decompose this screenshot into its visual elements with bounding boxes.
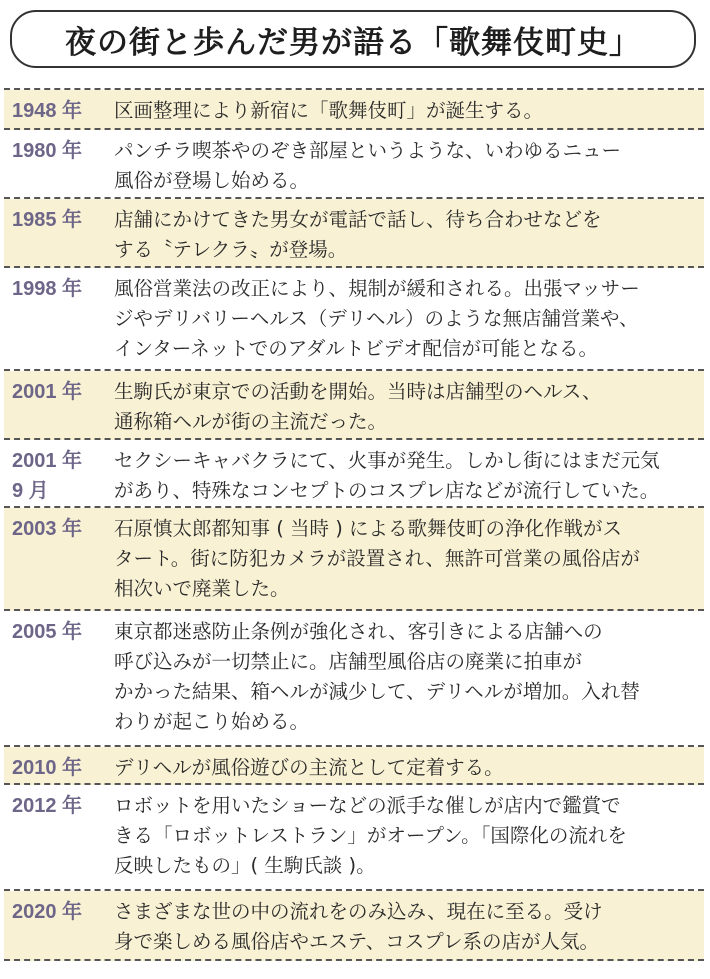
- timeline-description: 区画整理により新宿に「歌舞伎町」が誕生する。: [114, 99, 544, 122]
- timeline-row: [4, 508, 704, 611]
- timeline-row: [4, 891, 704, 961]
- timeline-description: デリヘルが風俗遊びの主流として定着する。: [114, 756, 504, 779]
- timeline-year: 2020 年: [12, 901, 83, 923]
- timeline-description: 東京都迷惑防止条例が強化され、客引きによる店舗への 呼び込みが一切禁止に。店舗型風俗店の廃業に拍車が かかった結果、箱ヘルが減少して、デリヘルが増加。入れ替 わりが起こり始める。: [114, 620, 640, 733]
- timeline-row: [4, 440, 704, 508]
- page-title: 夜の街と歩んだ男が語る「歌舞伎町史」: [65, 24, 641, 61]
- timeline-row: [4, 371, 704, 440]
- timeline-row: [4, 130, 704, 199]
- timeline-row: [4, 785, 704, 891]
- timeline-row: [4, 90, 704, 130]
- timeline-year: 1948 年: [12, 100, 83, 122]
- timeline-row: [4, 747, 704, 785]
- timeline-year: 2005 年: [12, 621, 83, 643]
- timeline-description: セクシーキャバクラにて、火事が発生。しかし街にはまだ元気 があり、特殊なコンセプトのコスプレ店などが流行していた。: [114, 449, 660, 502]
- timeline-year: 2001 年 9 月: [12, 450, 83, 502]
- title-banner: [10, 10, 696, 68]
- timeline-year: 2003 年: [12, 518, 83, 540]
- timeline-year: 1985 年: [12, 209, 83, 231]
- timeline-year: 1980 年: [12, 140, 83, 162]
- timeline-year: 2010 年: [12, 757, 83, 779]
- timeline-year: 2012 年: [12, 795, 83, 817]
- timeline-table: [4, 88, 704, 961]
- timeline-row: [4, 268, 704, 371]
- timeline-year: 1998 年: [12, 278, 83, 300]
- timeline-year: 2001 年: [12, 381, 83, 403]
- timeline-description: 風俗営業法の改正により、規制が緩和される。出張マッサー ジやデリバリーヘルス（デリヘル）のような無店舗営業や、 インターネットでのアダルトビデオ配信が可能となる。: [114, 277, 640, 360]
- timeline-description: 店舗にかけてきた男女が電話で話し、待ち合わせなどを する〝テレクラ〟が登場。: [114, 208, 602, 261]
- timeline-description: 石原慎太郎都知事 ( 当時 ) による歌舞伎町の浄化作戦がス タート。街に防犯カメラが設置され、無許可営業の風俗店が 相次いで廃業した。: [114, 517, 640, 600]
- timeline-description: ロボットを用いたショーなどの派手な催しが店内で鑑賞で きる「ロボットレストラン」がオープン。「国際化の流れを 反映したもの」( 生駒氏談 )。: [114, 794, 627, 877]
- timeline-description: パンチラ喫茶やのぞき部屋というような、いわゆるニュー 風俗が登場し始める。: [114, 139, 622, 192]
- timeline-description: さまざまな世の中の流れをのみ込み、現在に至る。受け 身で楽しめる風俗店やエステ、コスプレ系の店が人気。: [114, 900, 603, 953]
- timeline-description: 生駒氏が東京での活動を開始。当時は店舗型のヘルス、 通称箱ヘルが街の主流だった。: [114, 380, 602, 433]
- timeline-row: [4, 611, 704, 747]
- timeline-row: [4, 199, 704, 268]
